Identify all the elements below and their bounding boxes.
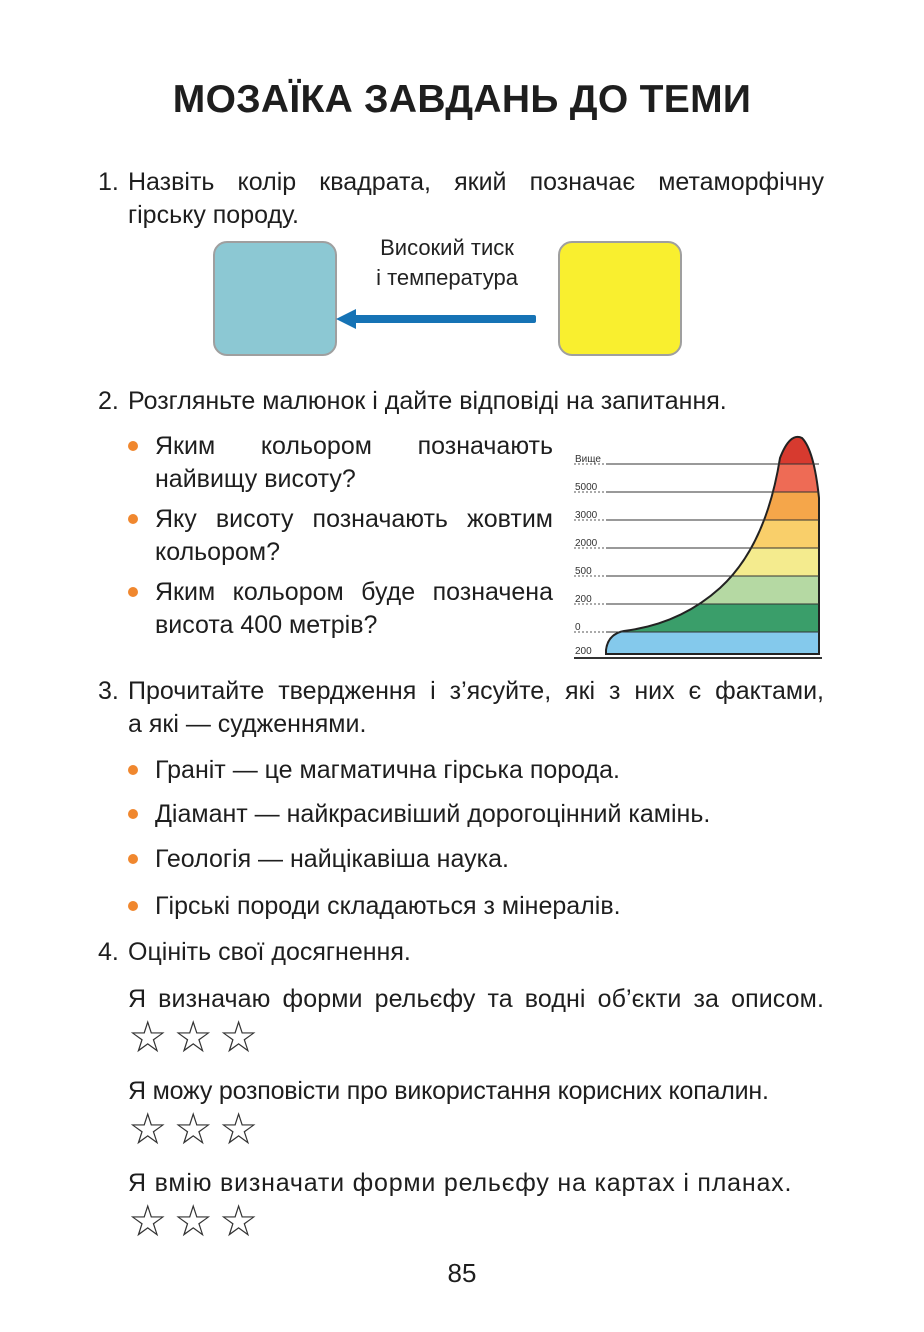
bullet-text-line: Яку висоту позначають жовтим (155, 505, 553, 533)
band-3000-5000 (570, 464, 830, 492)
star-rating[interactable] (128, 1197, 265, 1246)
scale-label: 0 (575, 622, 581, 633)
band-above-5000 (570, 428, 830, 464)
scale-label: 200 (575, 646, 592, 657)
self-assessment-statement: Я можу розповісти про використання корисних копалин. (128, 1077, 769, 1105)
question-text: Розгляньте малюнок і дайте відповіді на запитання. (128, 387, 727, 415)
star-icon[interactable]: ☆ (218, 1013, 265, 1062)
bullet-text: Діамант — найкрасивіший дорогоцінний камінь. (155, 800, 711, 828)
annotation-line: Високий тиск (380, 235, 514, 260)
star-icon[interactable]: ☆ (128, 1105, 174, 1154)
question-number: 1. (98, 168, 119, 196)
question-3 (98, 675, 824, 741)
list-item (128, 503, 553, 569)
scale-label: 3000 (575, 510, 598, 521)
scale-label: Вище (575, 454, 601, 465)
bullet-text-line: Яким кольором буде позначена (155, 578, 553, 606)
question-4 (98, 936, 824, 969)
sedimentary-square (558, 241, 682, 356)
question-text: Оцініть свої досягнення. (128, 938, 411, 966)
question-number: 2. (98, 387, 119, 415)
star-icon[interactable]: ☆ (173, 1013, 219, 1062)
star-icon[interactable]: ☆ (218, 1105, 265, 1154)
list-item (128, 890, 818, 923)
bullet-dot-icon (128, 854, 138, 864)
bullet-text: Гірські породи складаються з мінералів. (155, 892, 621, 920)
bullet-text-line: найвищу висоту? (155, 465, 356, 493)
question-number: 4. (98, 938, 119, 966)
bullet-dot-icon (128, 587, 138, 597)
height-scale-diagram (570, 428, 830, 664)
arrow-annotation (362, 233, 532, 293)
star-icon[interactable]: ☆ (128, 1197, 174, 1246)
question-text-line: а які — судженнями. (128, 710, 367, 738)
arrow-shaft (352, 315, 536, 323)
question-text-line: гірську породу. (128, 201, 299, 229)
list-item (128, 430, 553, 496)
bullet-text: Граніт — це магматична гірська порода. (155, 756, 620, 784)
page-number: 85 (447, 1258, 477, 1288)
list-item (128, 754, 818, 787)
star-rating[interactable] (128, 1013, 265, 1062)
band-2000-3000 (570, 492, 830, 520)
self-assessment-statement: Я вмію визначати форми рельєфу на картах і планах. (128, 1169, 793, 1197)
band-200-500 (570, 548, 830, 576)
bullet-dot-icon (128, 809, 138, 819)
bullet-text: Геологія — найцікавіша наука. (155, 845, 509, 873)
star-icon[interactable]: ☆ (218, 1197, 265, 1246)
band-lowland (570, 604, 830, 632)
question-text-line: Назвіть колір квадрата, який позначає метаморфічну (128, 168, 824, 196)
bullet-dot-icon (128, 765, 138, 775)
scale-label: 5000 (575, 482, 598, 493)
page-title: МОЗАЇКА ЗАВДАНЬ ДО ТЕМИ (172, 78, 752, 121)
annotation-line: і температура (376, 265, 518, 290)
star-icon[interactable]: ☆ (173, 1105, 219, 1154)
scale-label: 200 (575, 594, 592, 605)
bullet-text-line: кольором? (155, 538, 280, 566)
self-assessment-statement: Я визначаю форми рельєфу та водні об’єкти за описом. (128, 985, 824, 1013)
arrow-left-icon (336, 309, 356, 329)
bullet-dot-icon (128, 901, 138, 911)
scale-label: 2000 (575, 538, 598, 549)
band-0-200 (570, 576, 830, 604)
band-500-2000 (570, 520, 830, 548)
scale-label: 500 (575, 566, 592, 577)
star-icon[interactable]: ☆ (128, 1013, 174, 1062)
bullet-text-line: висота 400 метрів? (155, 611, 378, 639)
list-item (128, 798, 818, 831)
list-item (128, 576, 553, 642)
list-item (128, 843, 818, 876)
bullet-text-line: Яким кольором позначають (155, 432, 553, 460)
star-icon[interactable]: ☆ (173, 1197, 219, 1246)
bullet-dot-icon (128, 514, 138, 524)
star-rating[interactable] (128, 1105, 265, 1154)
question-number: 3. (98, 677, 119, 705)
question-text-line: Прочитайте твердження і з’ясуйте, які з них є фактами, (128, 677, 824, 705)
question-1 (98, 166, 824, 232)
bullet-dot-icon (128, 441, 138, 451)
metamorphic-square (213, 241, 337, 356)
question-2 (98, 385, 824, 418)
